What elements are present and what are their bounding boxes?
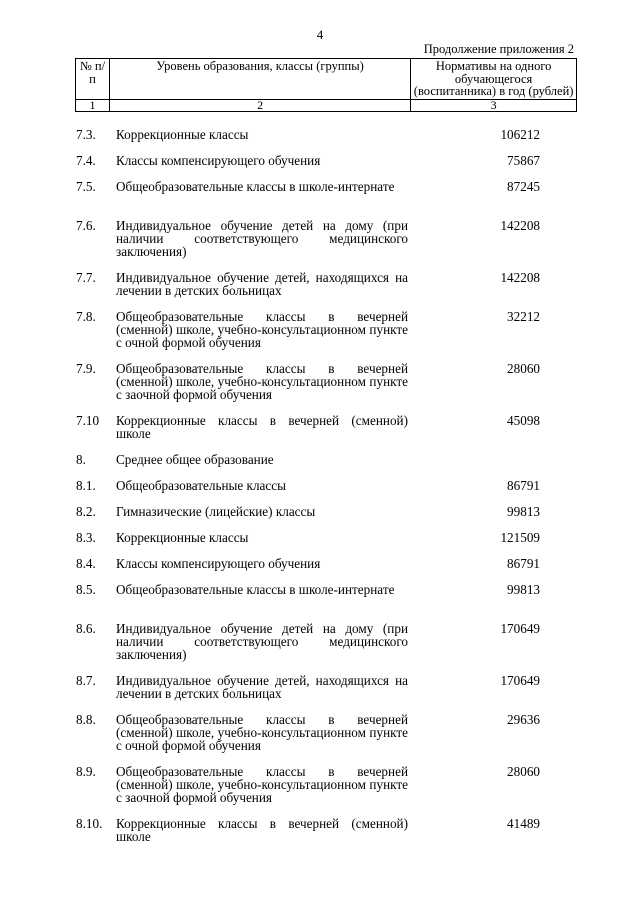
header-row (76, 59, 577, 100)
row-number: 7.10 (76, 413, 100, 428)
row-name: Общеобразовательные классы (116, 478, 286, 493)
row-name: Индивидуальное обучение детей на дому (при наличии соответствующего медицинского заключения) (116, 218, 408, 259)
row-value: 75867 (507, 153, 540, 168)
section-title: Среднее общее образование (116, 452, 274, 467)
row-name: Коррекционные классы в вечерней (сменной) школе (116, 816, 408, 844)
header-level-col: Уровень образования, классы (группы) (109, 59, 410, 100)
row-value: 170649 (500, 673, 540, 688)
row-number: 7.7. (76, 270, 96, 285)
row-number: 8.3. (76, 530, 96, 545)
row-number: 8.10. (76, 816, 103, 831)
row-name: Гимназические (лицейские) классы (116, 504, 316, 519)
row-number: 8.9. (76, 764, 96, 779)
row-value: 29636 (507, 712, 540, 727)
table-header (75, 58, 577, 112)
row-value: 28060 (507, 361, 540, 376)
row-name: Индивидуальное обучение детей, находящихся на лечении в детских больницах (116, 270, 408, 298)
row-name: Индивидуальное обучение детей на дому (при наличии соответствующего медицинского заключения) (116, 621, 408, 662)
column-number-2: 2 (109, 99, 410, 111)
row-value: 121509 (500, 530, 540, 545)
row-value: 170649 (500, 621, 540, 636)
row-value: 32212 (507, 309, 540, 324)
row-number: 7.8. (76, 309, 96, 324)
row-name: Классы компенсирующего обучения (116, 556, 321, 571)
row-name: Коррекционные классы в вечерней (сменной) школе (116, 413, 408, 441)
row-value: 41489 (507, 816, 540, 831)
row-number: 7.6. (76, 218, 96, 233)
row-value: 28060 (507, 764, 540, 779)
row-number: 7.3. (76, 127, 96, 142)
row-name: Коррекционные классы (116, 530, 249, 545)
row-number: 8.8. (76, 712, 96, 727)
row-value: 45098 (507, 413, 540, 428)
row-name: Классы компенсирующего обучения (116, 153, 321, 168)
row-name: Коррекционные классы (116, 127, 249, 142)
row-value: 86791 (507, 556, 540, 571)
header-norm-col: Нормативы на одного обучающегося (воспитанника) в год (рублей) (411, 59, 577, 100)
page-number: 4 (316, 27, 324, 42)
row-name: Индивидуальное обучение детей, находящихся на лечении в детских больницах (116, 673, 408, 701)
row-name: Общеобразовательные классы в вечерней (сменной) школе, учебно-консультационном пункте с очной формой обучения (116, 712, 408, 753)
row-number: 8.6. (76, 621, 96, 636)
row-name: Общеобразовательные классы в школе-интернате (116, 179, 395, 194)
row-value: 142208 (500, 218, 540, 233)
column-number-1: 1 (76, 99, 110, 111)
row-number: 7.4. (76, 153, 96, 168)
row-name: Общеобразовательные классы в вечерней (сменной) школе, учебно-консультационном пункте с заочной формой обучения (116, 361, 408, 402)
row-value: 87245 (507, 179, 540, 194)
row-name: Общеобразовательные классы в вечерней (сменной) школе, учебно-консультационном пункте с очной формой обучения (116, 309, 408, 350)
row-value: 142208 (500, 270, 540, 285)
row-number: 7.9. (76, 361, 96, 376)
column-number-3: 3 (411, 99, 577, 111)
row-value: 106212 (500, 127, 540, 142)
row-number: 8.1. (76, 478, 96, 493)
row-name: Общеобразовательные классы в школе-интернате (116, 582, 395, 597)
row-value: 86791 (507, 478, 540, 493)
row-number: 7.5. (76, 179, 96, 194)
header-number-col: № п/п (76, 59, 110, 100)
row-number: 8.5. (76, 582, 96, 597)
appendix-continuation-note: Продолжение приложения 2 (423, 42, 574, 56)
row-value: 99813 (507, 582, 540, 597)
row-value: 99813 (507, 504, 540, 519)
section-number: 8. (76, 452, 86, 467)
header-column-numbers (76, 99, 577, 111)
row-number: 8.2. (76, 504, 96, 519)
row-number: 8.4. (76, 556, 96, 571)
row-number: 8.7. (76, 673, 96, 688)
row-name: Общеобразовательные классы в вечерней (сменной) школе, учебно-консультационном пункте с заочной формой обучения (116, 764, 408, 805)
